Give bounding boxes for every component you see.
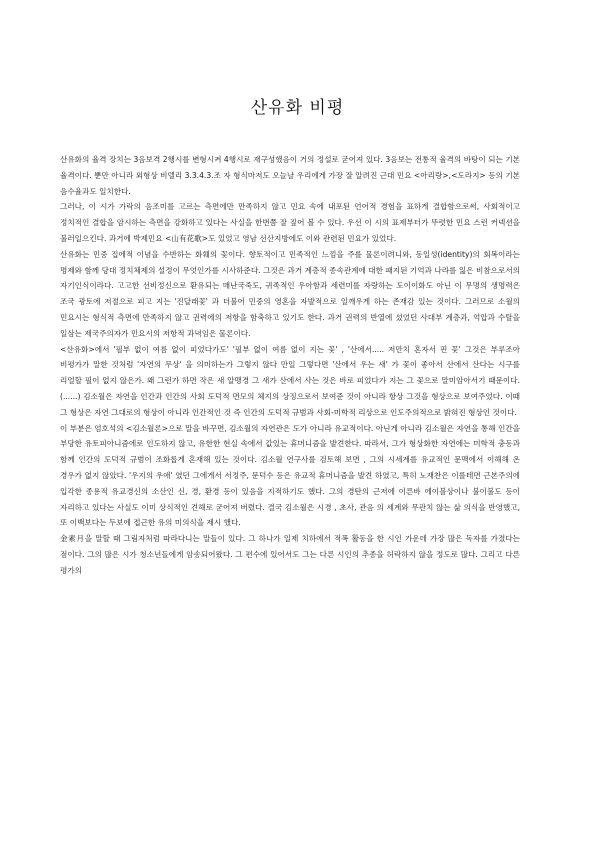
paragraph-4: <산유화>에서 '필부 없이 여름 없이 피었다가도' '필부 없이 여름 없이 지는 꽃' , '산에서..... 저만치 혼자서 핀 꽃' 그것은 부루조아 비평가가 말한 것처럼 '자연의 무상' 을 의미하는가 그렇지 않다 만일 그렇다면 '산에서 우는 새' 가 꽃이 좋아서 산에서 산다는 시구를 리얼할 필이 없지 않은가. 왜 그런가 하면 작은 새 알맹경 그 새가 산에서 사는 것은 바로 피었다가 지는 그 꽃으로 말미암아서기 때문이다. (......) 김소월은 자연을 인간과 인간의 사회 도덕적 면모의 체지의 상징으로서 보여준 것이 아니라 항상 그것을 형상으로 보여주었다. 이때 그 형상은 자연 그대로의 형상이 아니라 인간적인 것 즉 인간의 도덕적 규범과 사회-미학적 리상으로 인도주의적으로 밝혀진 형상인 것이다.: [60, 344, 520, 417]
document-body: [60, 152, 520, 579]
paragraph-3: 산유화는 민중 집에적 이념을 수반하는 화훼의 꽃이다. 향토적이고 민족적인 느낌을 주를 물론이려니와, 동일성(identity)의 회복이라는 명제와 함께 당대 정치체제의 설정이 무엇인가를 시사하준다. 그것은 과거 계층적 종속관계에 대한 패지된 기억과 나라를 잃은 비참으로서의 자기인식이라다. 고고한 선비정신으로 환유되는 매난국죽도, 귀족적인 우아함과 세련미를 자랑하는 도이이화도 아닌 이 무명의 생명력은 조국 광토에 저절으로 피고 지는 '진달래꽃' 과 더불어 민중의 영혼을 자발적으로 일깨우게 하는 존재감 있는 것이다. 그러므로 소월의 민요시는 형식적 측면에 만족하지 않고 권력에의 저항을 함축하고 있기도 한다. 과거 권력의 반열에 섰었던 사대부 계층과, 억압과 수탈을 일삼는 제국주의자가 민요시의 저항적 과녁임은 물론이다.: [60, 249, 520, 338]
page-title: 산유화 비평: [250, 98, 345, 118]
paragraph-2: 그러나, 이 시가 가락의 음조미를 고르는 측면에만 만족하지 않고 민요 속에 내포된 언어적 경험을 표하게 결합함으로써, 사회적이고 정치적인 결합을 암시하는 측면을 강화하고 있다는 사실을 한번쯤 잘 짚어 볼 수 있다. 우선 이 시의 표제부터가 뚜렷한 민요 스런 커넥션을 불러일으킨다. 과거에 박제민요 <山有花歌>도 있었고 영남 선산지방에도 이와 관련된 민요가 있었다.: [60, 202, 520, 243]
paragraph-1: 산유화의 율격 장치는 3음보격 2행시를 변형시켜 4행시로 재구성했음이 거의 정설로 굳어져 있다. 3음보는 전통적 율격의 바탕이 되는 기본 율격이다. 뿐만 아니라 외형상 비델리 3.3.4.3.조 자 형식마저도 오늘날 우리에게 가장 잘 알려진 근대 민요 <아리랑>,<도라지> 등의 기본 음수율과도 일치한다.: [60, 155, 520, 196]
paragraph-6: 金素月을 말할 때 그림자처럼 따라다니는 말들이 있다. 그 하나가 일제 치하에서 적폭 활동을 한 시인 가운데 가장 많은 독자를 가졌다는 점이다. 그의 많은 시가 청소년들에게 암송되어왔다. 그 편수에 있어서도 그는 다른 시인의 추종을 허락하지 않을 정도로 많다. 그리고 다른 평가의: [60, 534, 520, 575]
paragraph-5: 이 부분은 엄호석의 <김소월론>으로 말을 바꾸면, 김소월의 자연관은 도가 아니라 유교적이다. 아닌게 아니라 김소월은 자연을 통해 인간을 부당한 유토피아니즘에로 인도하지 않고, 유한한 현실 속에서 값있는 휴머니즘을 발견한다. 따라서, 그가 형상화한 자연에는 미학적 충동과 함께 인간의 도덕적 규범이 조화롭게 혼재해 있는 것이다. 김소월 연구사를 검토해 보면 , 그의 시세계를 유교적인 문맥에서 이해해 온 경우가 없지 않았다. '우지의 우애' 였던 그에게서 서정주, 문덕수 등은 유교적 휴머니즘을 발견 하였고, 특히 노재찬은 이를테면 근본주의에 입각한 종용적 유교경신의 소산인 신, 경, 환경 등이 있음을 지적하기도 했다. 그의 경탄의 근저에 이른바 에이블상이나 불이불도 등이 자리하고 있다는 사실도 이미 상식적인 견해로 굳어져 버렸다. 결국 김소월은 시경 , 초사, 관음 의 세계와 무관치 않는 삶 의식을 반영했고, 또 이백보다는 두보에 접근한 유의 미의식을 제시 했다.: [60, 423, 520, 528]
